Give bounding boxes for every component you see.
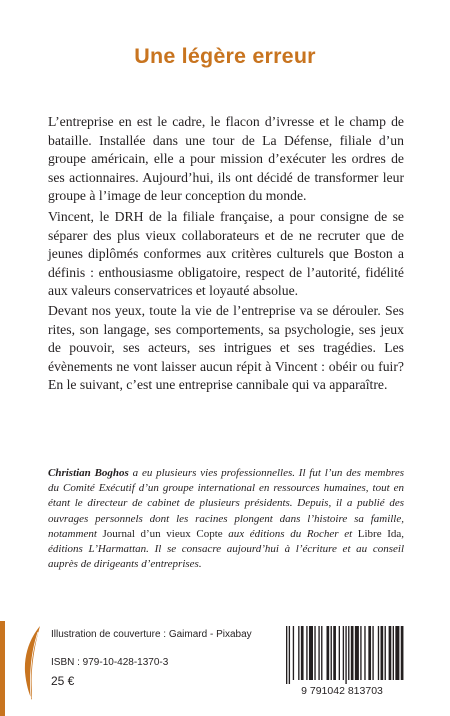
isbn: ISBN : 979-10-428-1370-3 xyxy=(51,657,169,668)
barcode-bar xyxy=(309,626,313,680)
bio-book-2: Libre Ida xyxy=(357,527,402,540)
accent-bar xyxy=(0,621,5,716)
barcode-bar xyxy=(343,626,344,680)
barcode-bar xyxy=(321,626,322,680)
barcode-bar xyxy=(306,626,307,680)
barcode-bar xyxy=(395,626,399,680)
barcode-bar xyxy=(385,626,386,680)
bio-text-1: a eu plusieurs vies professionnelles. Il fut l’un des membres du Comité Exécutif d’un groupe international en ressources humaines, tout en étant le directeur de cabinet de plusieurs présidents. Depuis, il a publié des ouvrages personnels dont les racines plongent dans l’histoire sa famille, notamment xyxy=(48,467,404,540)
barcode-bar xyxy=(360,626,361,680)
barcode-bar xyxy=(289,626,290,684)
barcode-bar xyxy=(293,626,294,680)
bio-text-2: aux éditions du Rocher et xyxy=(222,527,358,540)
barcode-digits: 9 791042 813703 xyxy=(301,685,383,696)
price: 25 € xyxy=(51,674,75,688)
barcode-bar xyxy=(378,626,379,680)
barcode-bar xyxy=(339,626,340,680)
summary-paragraph-1: L’entreprise en est le cadre, le flacon d’ivresse et le champ de bataille. Installée dans une tour de La Défense, filiale d’un groupe américain, elle a pour mission d’exécuter les ordres de ses actionnaires. Aujourd’hui, ils ont décidé de transformer leur groupe à l’image de leur conception du monde. xyxy=(48,114,404,204)
barcode-bar xyxy=(314,626,315,680)
barcode-bar xyxy=(368,626,371,680)
barcode-bar xyxy=(286,626,287,684)
barcode-bar xyxy=(389,626,392,680)
barcode-bar xyxy=(298,626,299,680)
author-name: Christian Boghos xyxy=(48,467,129,479)
barcode-bar xyxy=(301,626,304,680)
barcode-bar xyxy=(372,626,373,680)
barcode-bar xyxy=(393,626,394,680)
barcode-bar xyxy=(401,626,404,680)
cover-illustration-credit: Illustration de couverture : Gaimard - Pixabay xyxy=(51,629,252,640)
barcode-bar xyxy=(345,626,346,684)
bio-text-3: , éditions L’Harmattan. Il se consacre aujourd’hui à l’écriture et au conseil auprès de dirigeants d’entreprises. xyxy=(48,527,404,571)
barcode-bar xyxy=(348,626,349,680)
barcode-bar xyxy=(351,626,354,680)
barcode-bar xyxy=(331,626,332,680)
barcode-bar xyxy=(333,626,336,680)
barcode-bars xyxy=(286,626,403,684)
barcode-bar xyxy=(355,626,359,680)
book-title: Une légère erreur xyxy=(134,44,316,68)
summary-paragraph-3: Devant nos yeux, toute la vie de l’entreprise va se dérouler. Ses rites, son langage, ses comportements, sa psychologie, ses jeux de pouvoir, ses acteurs, ses intrigues et ses tragédies. Les évènements ne vont laisser aucun répit à Vincent : obéir ou fuir? En le suivant, c’est une entreprise cannibale qui va apparaître. xyxy=(48,303,404,393)
bio-book-1: Journal d’un vieux Copte xyxy=(102,527,223,540)
barcode-bar xyxy=(318,626,319,680)
barcode-bar xyxy=(364,626,365,680)
barcode-bar xyxy=(327,626,330,680)
author-bio xyxy=(48,466,404,572)
feather-icon xyxy=(20,624,42,702)
barcode-bar xyxy=(381,626,384,680)
isbn-barcode xyxy=(276,624,408,696)
summary-paragraph-2: Vincent, le DRH de la filiale française, a pour consigne de se séparer des plus vieux collaborateurs et de ne recruter que de jeunes diplômés conformes aux critères culturels que Boston a définis : enthousiasme obligatoire, respect de l’autorité, fidélité aux valeurs conservatrices et loyauté absolue. xyxy=(48,209,404,299)
